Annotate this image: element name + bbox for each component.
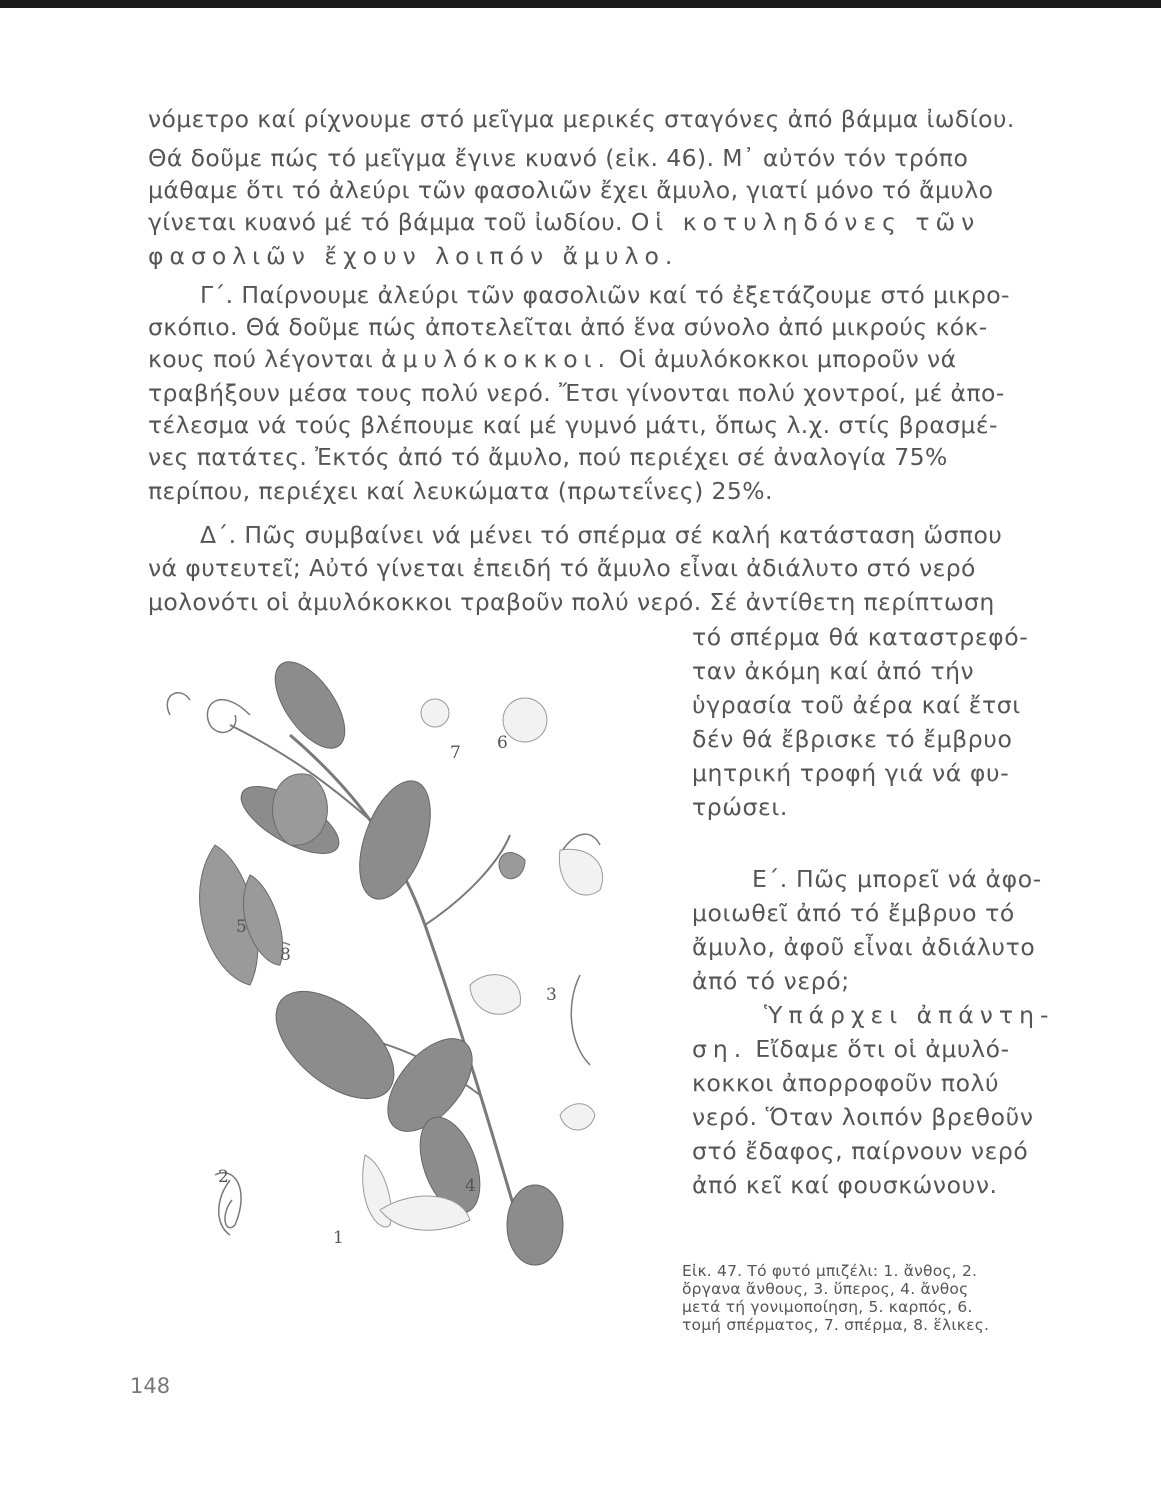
side-text-line: στό ἔδαφος, παίρνουν νερό [692, 1137, 1029, 1165]
section-delta-start: Δ΄. Πῶς συμβαίνει νά μένει τό σπέρμα σέ καλή κατάσταση ὥσπου [200, 521, 1003, 549]
figure-label-8: 8 [280, 945, 291, 965]
figure-label-5: 5 [236, 917, 247, 937]
leaf [346, 771, 445, 908]
flower-bud [499, 853, 525, 879]
side-text-line [692, 1034, 1082, 1065]
text-line: νες πατάτες. Ἐκτός ἀπό τό ἄμυλο, πού περιέχει σέ ἀναλογία 75% [148, 443, 948, 471]
pea-plant-illustration [140, 645, 685, 1305]
side-text-line: ἀπό τό νερό; [692, 967, 850, 995]
text-segment: κους πού λέγονται [148, 345, 374, 373]
figure-label-6: 6 [497, 733, 508, 753]
pea-plant-drawing [140, 645, 685, 1305]
text-line: μολονότι οἱ ἀμυλόκοκκοι τραβοῦν πολύ νερό. Σέ ἀντίθετη περίπτωση [148, 588, 995, 616]
pistil [571, 975, 590, 1065]
tendril [207, 700, 250, 733]
side-text-line: ἄμυλο, ἀφοῦ εἶναι ἀδιάλυτο [692, 933, 1036, 961]
text-line: μάθαμε ὅτι τό ἀλεύρι τῶν φασολιῶν ἔχει ἄμυλο, γιατί μόνο τό ἄμυλο [148, 176, 994, 204]
caption-line: μετά τή γονιμοποίηση, 5. καρπός, 6. [682, 1298, 973, 1316]
text-line: τέλεσμα νά τούς βλέπουμε καί μέ γυμνό μάτι, ὅπως λ.χ. στίς βρασμέ- [148, 411, 998, 439]
figure-label-4: 4 [465, 1176, 476, 1196]
text-line [148, 344, 1088, 375]
caption-line: τομή σπέρματος, 7. σπέρμα, 8. ἕλικες. [682, 1316, 990, 1334]
side-text-line: μοιωθεῖ ἀπό τό ἔμβρυο τό [692, 899, 1015, 927]
leaf [262, 650, 359, 759]
text-segment-spaced: ση. [692, 1035, 748, 1063]
side-text-line: ὑγρασία τοῦ ἀέρα καί ἔτσι [692, 691, 1021, 719]
text-segment: Εἴδαμε ὅτι οἱ ἀμυλό- [755, 1035, 1010, 1063]
section-gamma-start: Γ΄. Παίρνουμε ἀλεύρι τῶν φασολιῶν καί τό ἐξετάζουμε στό μικρο- [200, 281, 1010, 309]
figure-label-7: 7 [450, 743, 461, 763]
term-amylokokkoi: ἀμυλόκοκκοι. [380, 345, 612, 373]
text-line-spaced: φασολιῶν ἔχουν λοιπόν ἄμυλο. [148, 242, 679, 270]
text-line: νά φυτευτεῖ; Αὐτό γίνεται ἐπειδή τό ἄμυλο εἶναι ἀδιάλυτο στό νερό [148, 554, 976, 582]
scan-top-edge [0, 0, 1161, 8]
spaced-phrase: Οἱ κοτυληδόνες τῶν [630, 208, 981, 236]
side-text-line: μητρική τροφή γιά νά φυ- [692, 759, 1010, 787]
figure-label-1: 1 [333, 1228, 344, 1248]
figure-label-2: 2 [218, 1167, 229, 1187]
side-text-line-spaced: Ὑπάρχει ἀπάντη- [764, 1001, 1055, 1029]
white-flower [559, 849, 602, 895]
section-epsilon-start: Ε΄. Πῶς μπορεῖ νά ἀφο- [752, 865, 1042, 893]
text-line: Θά δοῦμε πώς τό μεῖγμα ἔγινε κυανό (εἰκ. 46). Μ᾽ αὐτόν τόν τρόπο [148, 144, 969, 172]
caption-line: ὄργανα ἄνθους, 3. ὕπερος, 4. ἄνθος [682, 1280, 969, 1298]
text-line [148, 207, 1088, 238]
caption-line: Εἰκ. 47. Τό φυτό μπιζέλι: 1. ἄνθος, 2. [682, 1262, 978, 1280]
text-segment: γίνεται κυανό μέ τό βάμμα τοῦ ἰωδίου. [148, 208, 623, 236]
figure-label-3: 3 [546, 985, 557, 1005]
text-line: περίπου, περιέχει καί λευκώματα (πρωτεΐνες) 25%. [148, 477, 773, 505]
text-segment: Οἱ ἀμυλόκοκκοι μποροῦν νά [618, 345, 957, 373]
side-text-line: τό σπέρμα θά καταστρεφό- [692, 623, 1029, 651]
white-flower [560, 1104, 595, 1130]
side-text-line: ταν ἀκόμη καί ἀπό τήν [692, 657, 975, 685]
seed-section [503, 698, 547, 742]
side-text-line: κοκκοι ἀπορροφοῦν πολύ [692, 1069, 1000, 1097]
text-line: σκόπιο. Θά δοῦμε πώς ἀποτελεῖται ἀπό ἕνα σύνολο ἀπό μικρούς κόκ- [148, 313, 988, 341]
leaf [507, 1185, 563, 1265]
page-number: 148 [130, 1374, 171, 1398]
figure-caption [682, 1262, 1082, 1334]
white-flower [470, 975, 520, 1015]
side-text-line: νερό. Ὅταν λοιπόν βρεθοῦν [692, 1103, 1034, 1131]
side-text-line: ἀπό κεῖ καί φουσκώνουν. [692, 1171, 998, 1199]
seed-circle [421, 699, 449, 727]
text-line: νόμετρο καί ρίχνουμε στό μεῖγμα μερικές σταγόνες ἀπό βάμμα ἰωδίου. [148, 105, 1015, 133]
flower-bud [273, 774, 328, 845]
text-line: τραβήξουν μέσα τους πολύ νερό. Ἔτσι γίνονται πολύ χοντροί, μέ ἀπο- [148, 379, 1005, 407]
side-text-line: δέν θά ἔβρισκε τό ἔμβρυο [692, 725, 1013, 753]
side-text-line: τρώσει. [692, 793, 788, 821]
